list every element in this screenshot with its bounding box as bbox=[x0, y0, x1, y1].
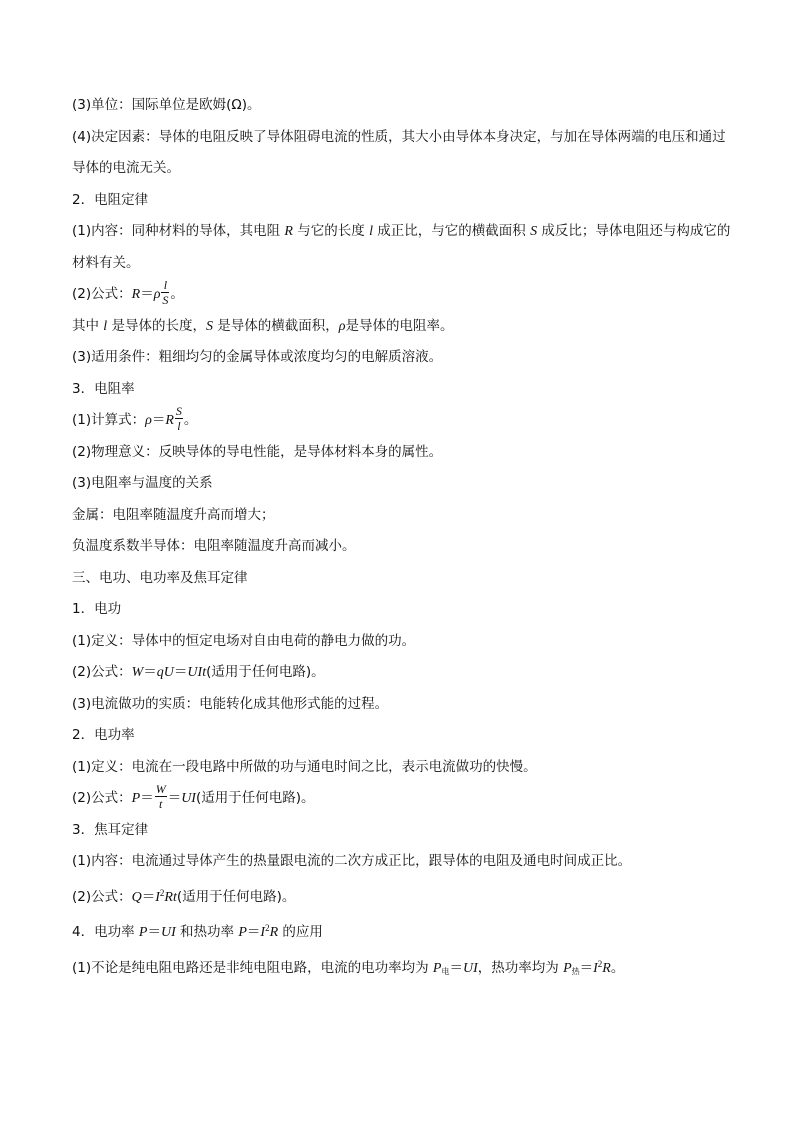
power-application-line bbox=[72, 949, 732, 988]
physical-meaning-line: (2)物理意义：反映导体的导电性能，是导体材料本身的属性。 bbox=[72, 443, 443, 460]
text-segment: (1)内容：同种材料的导体，其电阻 bbox=[72, 223, 285, 239]
variable: R bbox=[165, 413, 174, 428]
text-segment: ，热功率均为 bbox=[477, 959, 564, 976]
formula-symbols-explanation-line bbox=[72, 311, 732, 343]
text-segment: 。 bbox=[610, 959, 625, 976]
power-definition-line: (1)定义：电流在一段电路中所做的功与通电时间之比，表示电流做功的快慢。 bbox=[72, 758, 537, 775]
text-segment: (2)公式： bbox=[72, 790, 132, 806]
text-segment: (2)公式： bbox=[72, 888, 132, 905]
resistance-formula-line bbox=[72, 279, 732, 311]
text-segment: 的应用 bbox=[278, 924, 323, 940]
variable: P bbox=[131, 791, 141, 806]
variable: UIt bbox=[187, 665, 207, 680]
variable: l bbox=[369, 224, 373, 239]
subheading-power-application bbox=[72, 913, 732, 949]
variable: Rt bbox=[164, 889, 177, 905]
equals-sign: ＝ bbox=[147, 924, 161, 940]
variable: ρ bbox=[153, 287, 161, 302]
text-segment: (1)计算式： bbox=[72, 412, 146, 428]
equals-sign: ＝ bbox=[173, 664, 188, 680]
section-heading-electric-work-power: 三、电功、电功率及焦耳定律 bbox=[72, 569, 248, 586]
text-segment: (2)公式： bbox=[72, 664, 132, 680]
text-segment: (适用于任何电路)。 bbox=[206, 664, 325, 680]
metal-line: 金属：电阻率随温度升高而增大； bbox=[72, 506, 275, 523]
applicable-conditions-line: (3)适用条件：粗细均匀的金属导体或浓度均匀的电解质溶液。 bbox=[72, 349, 443, 365]
power-formula-line bbox=[72, 783, 732, 815]
variable: l bbox=[103, 318, 108, 334]
variable: I bbox=[593, 960, 598, 976]
subheading-joule-law: 3．焦耳定律 bbox=[72, 821, 149, 838]
equals-sign: ＝ bbox=[449, 959, 463, 976]
variable: P bbox=[138, 925, 148, 940]
variable: UI bbox=[462, 960, 478, 976]
variable: S bbox=[530, 224, 538, 239]
variable: S bbox=[205, 318, 213, 334]
text-segment: 4．电功率 bbox=[72, 924, 139, 940]
resistance-unit-line: (3)单位：国际单位是欧姆(Ω)。 bbox=[72, 97, 261, 113]
text-segment: (1)不论是纯电阻电路还是非纯电阻电路，电流的电功率均为 bbox=[72, 959, 433, 976]
fraction-numerator: S bbox=[175, 403, 182, 418]
superscript: 2 bbox=[265, 923, 270, 933]
variable: P bbox=[238, 925, 247, 940]
text-segment: 是导体的横截面积， bbox=[212, 317, 339, 334]
variable: P bbox=[563, 960, 572, 976]
text-segment: 和热功率 bbox=[175, 924, 239, 940]
variable: R bbox=[269, 925, 279, 940]
variable: P bbox=[432, 960, 442, 976]
text-segment: (适用于任何电路)。 bbox=[176, 888, 296, 905]
subheading-electric-work: 1．电功 bbox=[72, 601, 122, 617]
fraction-numerator: l bbox=[161, 279, 169, 293]
text-segment: 与它的长度 bbox=[292, 223, 370, 239]
fraction bbox=[161, 279, 169, 306]
section-heading-resistivity: 3．电阻率 bbox=[72, 380, 135, 397]
subscript: 电 bbox=[441, 966, 450, 976]
equals-sign: ＝ bbox=[151, 412, 166, 428]
text-segment: (适用于任何电路)。 bbox=[195, 790, 315, 806]
resistance-factors-line: (4)决定因素：导体的电阻反映了导体阻碍电流的性质，其大小由导体本身决定，与加在导体两端的电压和通过导体的电流无关。 bbox=[72, 128, 726, 176]
work-essence-line: (3)电流做功的实质：电能转化成其他形式能的过程。 bbox=[72, 695, 389, 712]
joule-content-line: (1)内容：电流通过导体产生的热量跟电流的二次方成正比，跟导体的电阻及通电时间成正比。 bbox=[72, 853, 632, 869]
variable: qU bbox=[156, 665, 174, 680]
fraction-denominator: t bbox=[159, 796, 163, 811]
work-definition-line: (1)定义：导体中的恒定电场对自由电荷的静电力做的功。 bbox=[72, 632, 416, 649]
text-segment: 是导体的长度， bbox=[107, 317, 206, 334]
text-segment: 。 bbox=[183, 412, 198, 428]
variable: Q bbox=[131, 889, 142, 905]
equals-sign: ＝ bbox=[141, 888, 156, 905]
equals-sign: ＝ bbox=[579, 959, 594, 976]
equals-sign: ＝ bbox=[140, 286, 154, 302]
superscript: 2 bbox=[159, 887, 165, 898]
variable: I bbox=[155, 889, 160, 905]
variable: ρ bbox=[338, 318, 346, 334]
fraction bbox=[175, 405, 183, 432]
resistivity-temperature-line: (3)电阻率与温度的关系 bbox=[72, 475, 213, 491]
equals-sign: ＝ bbox=[246, 924, 261, 940]
variable: UI bbox=[181, 791, 196, 806]
equals-sign: ＝ bbox=[143, 664, 157, 680]
fraction-denominator: S bbox=[162, 292, 169, 307]
equals-sign: ＝ bbox=[140, 790, 154, 806]
text-segment: 其中 bbox=[72, 317, 104, 334]
text-segment: 。 bbox=[170, 286, 184, 302]
variable: R bbox=[284, 224, 293, 239]
text-segment: 是导体的电阻率。 bbox=[345, 317, 454, 334]
document-page bbox=[72, 90, 732, 987]
semiconductor-line: 负温度系数半导体：电阻率随温度升高而减小。 bbox=[72, 538, 356, 554]
text-segment: 成反比；导体电阻还与构成它的材料有关。 bbox=[72, 223, 731, 271]
variable: W bbox=[131, 665, 144, 680]
work-formula-line bbox=[72, 657, 732, 689]
section-heading-resistance-law: 2．电阻定律 bbox=[72, 191, 149, 208]
subheading-electric-power: 2．电功率 bbox=[72, 727, 135, 743]
text-segment: 成正比，与它的横截面积 bbox=[372, 223, 531, 239]
fraction-denominator: l bbox=[177, 418, 181, 433]
variable: UI bbox=[160, 925, 176, 940]
fraction-numerator: W bbox=[155, 781, 166, 796]
superscript: 2 bbox=[597, 958, 603, 969]
text-segment: (2)公式： bbox=[72, 286, 132, 302]
variable: I bbox=[260, 925, 266, 940]
resistivity-formula-line bbox=[72, 405, 732, 437]
variable: R bbox=[602, 960, 611, 976]
equals-sign: ＝ bbox=[167, 790, 182, 806]
variable: R bbox=[131, 287, 141, 302]
subscript: 热 bbox=[571, 966, 580, 976]
resistance-law-content-line bbox=[72, 216, 732, 279]
joule-formula-line bbox=[72, 878, 732, 914]
fraction bbox=[155, 783, 167, 810]
variable: ρ bbox=[145, 413, 152, 428]
